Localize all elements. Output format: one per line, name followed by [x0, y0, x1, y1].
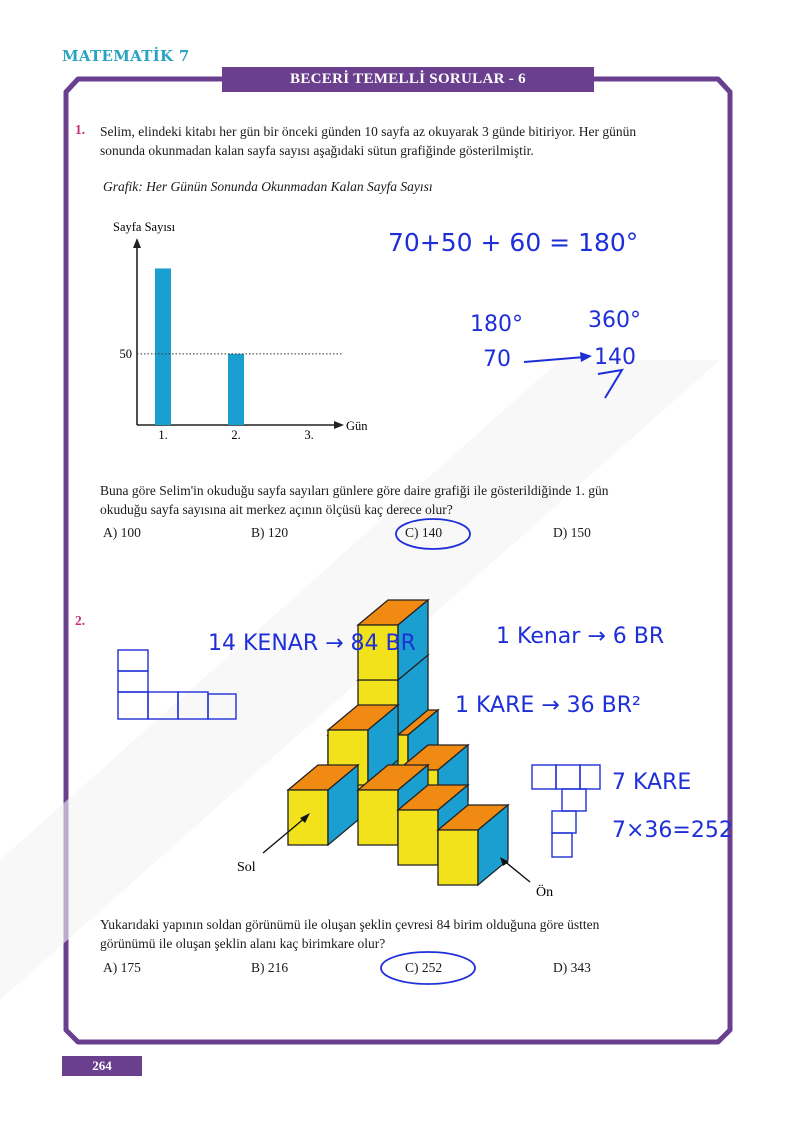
- q2-option-b[interactable]: B) 216: [251, 960, 289, 975]
- label-on: Ön: [536, 885, 554, 900]
- hw-note1: 14 KENAR → 84 BR: [208, 631, 416, 656]
- q1-option-c[interactable]: C) 140: [405, 525, 443, 540]
- hw-eq2a: 180°: [470, 312, 523, 337]
- q1-option-a[interactable]: A) 100: [103, 525, 141, 540]
- x-tick-label: 1.: [158, 428, 168, 442]
- q2-question-line1: Yukarıdaki yapının soldan görünümü ile oluşan şeklin çevresi 84 birim olduğuna göre üstten: [100, 917, 600, 932]
- hw-note3: 1 KARE → 36 BR²: [455, 693, 641, 718]
- hw-note5: 7×36=252: [612, 818, 733, 843]
- y-tick-label-50: 50: [119, 346, 132, 361]
- q2-option-c[interactable]: C) 252: [405, 960, 443, 975]
- hw-eq2b: 360°: [588, 308, 641, 333]
- q2-option-d[interactable]: D) 343: [553, 960, 591, 975]
- q1-text-line2: sonunda okunmadan kalan sayfa sayısı aşağıdaki sütun grafiğinde gösterilmiştir.: [100, 143, 534, 158]
- q1-text-line1: Selim, elindeki kitabı her gün bir önceki günden 10 sayfa az okuyarak 3 günde bitiriyor. Her günün: [100, 124, 637, 139]
- label-sol: Sol: [237, 860, 256, 875]
- hw-seven-mark: [598, 370, 622, 398]
- hw-top-view-sketch: [532, 765, 600, 857]
- q1-option-b[interactable]: B) 120: [251, 525, 289, 540]
- hw-left-view-sketch: [118, 650, 236, 719]
- q1-question-line2: okuduğu sayfa sayısına ait merkez açının ölçüsü kaç derece olur?: [100, 502, 453, 517]
- page-number: 264: [62, 1056, 142, 1076]
- hw-note4: 7 KARE: [612, 770, 692, 795]
- hw-eq3b: 140: [594, 345, 636, 370]
- hw-arrow: [524, 357, 585, 362]
- x-axis-label: Gün: [346, 419, 368, 433]
- q1-option-d[interactable]: D) 150: [553, 525, 591, 540]
- x-tick-label: 2.: [231, 428, 241, 442]
- hw-eq3a: 70: [483, 347, 511, 372]
- subject-header: MATEMATİK 7: [62, 47, 190, 65]
- section-title: BECERİ TEMELLİ SORULAR - 6: [222, 67, 594, 92]
- y-axis-label: Sayfa Sayısı: [113, 220, 176, 234]
- hw-circle-q1: [396, 519, 470, 549]
- q2-option-a[interactable]: A) 175: [103, 960, 141, 975]
- q2-number: 2.: [75, 613, 86, 628]
- x-tick-label: 3.: [304, 428, 314, 442]
- q2-question-line2: görünümü ile oluşan şeklin alanı kaç birimkare olur?: [100, 936, 386, 951]
- q1-number: 1.: [75, 122, 86, 137]
- q1-question-line1: Buna göre Selim'in okuduğu sayfa sayıları günlere göre daire grafiği ile gösterildiğinde 1. gün: [100, 483, 609, 498]
- hw-arrow-head: [580, 352, 592, 362]
- chart-caption: Grafik: Her Günün Sonunda Okunmadan Kalan Sayfa Sayısı: [103, 179, 433, 194]
- hw-circle-q2: [381, 952, 475, 984]
- hw-note2: 1 Kenar → 6 BR: [496, 624, 665, 649]
- hw-eq1: 70+50 + 60 = 180°: [388, 228, 639, 257]
